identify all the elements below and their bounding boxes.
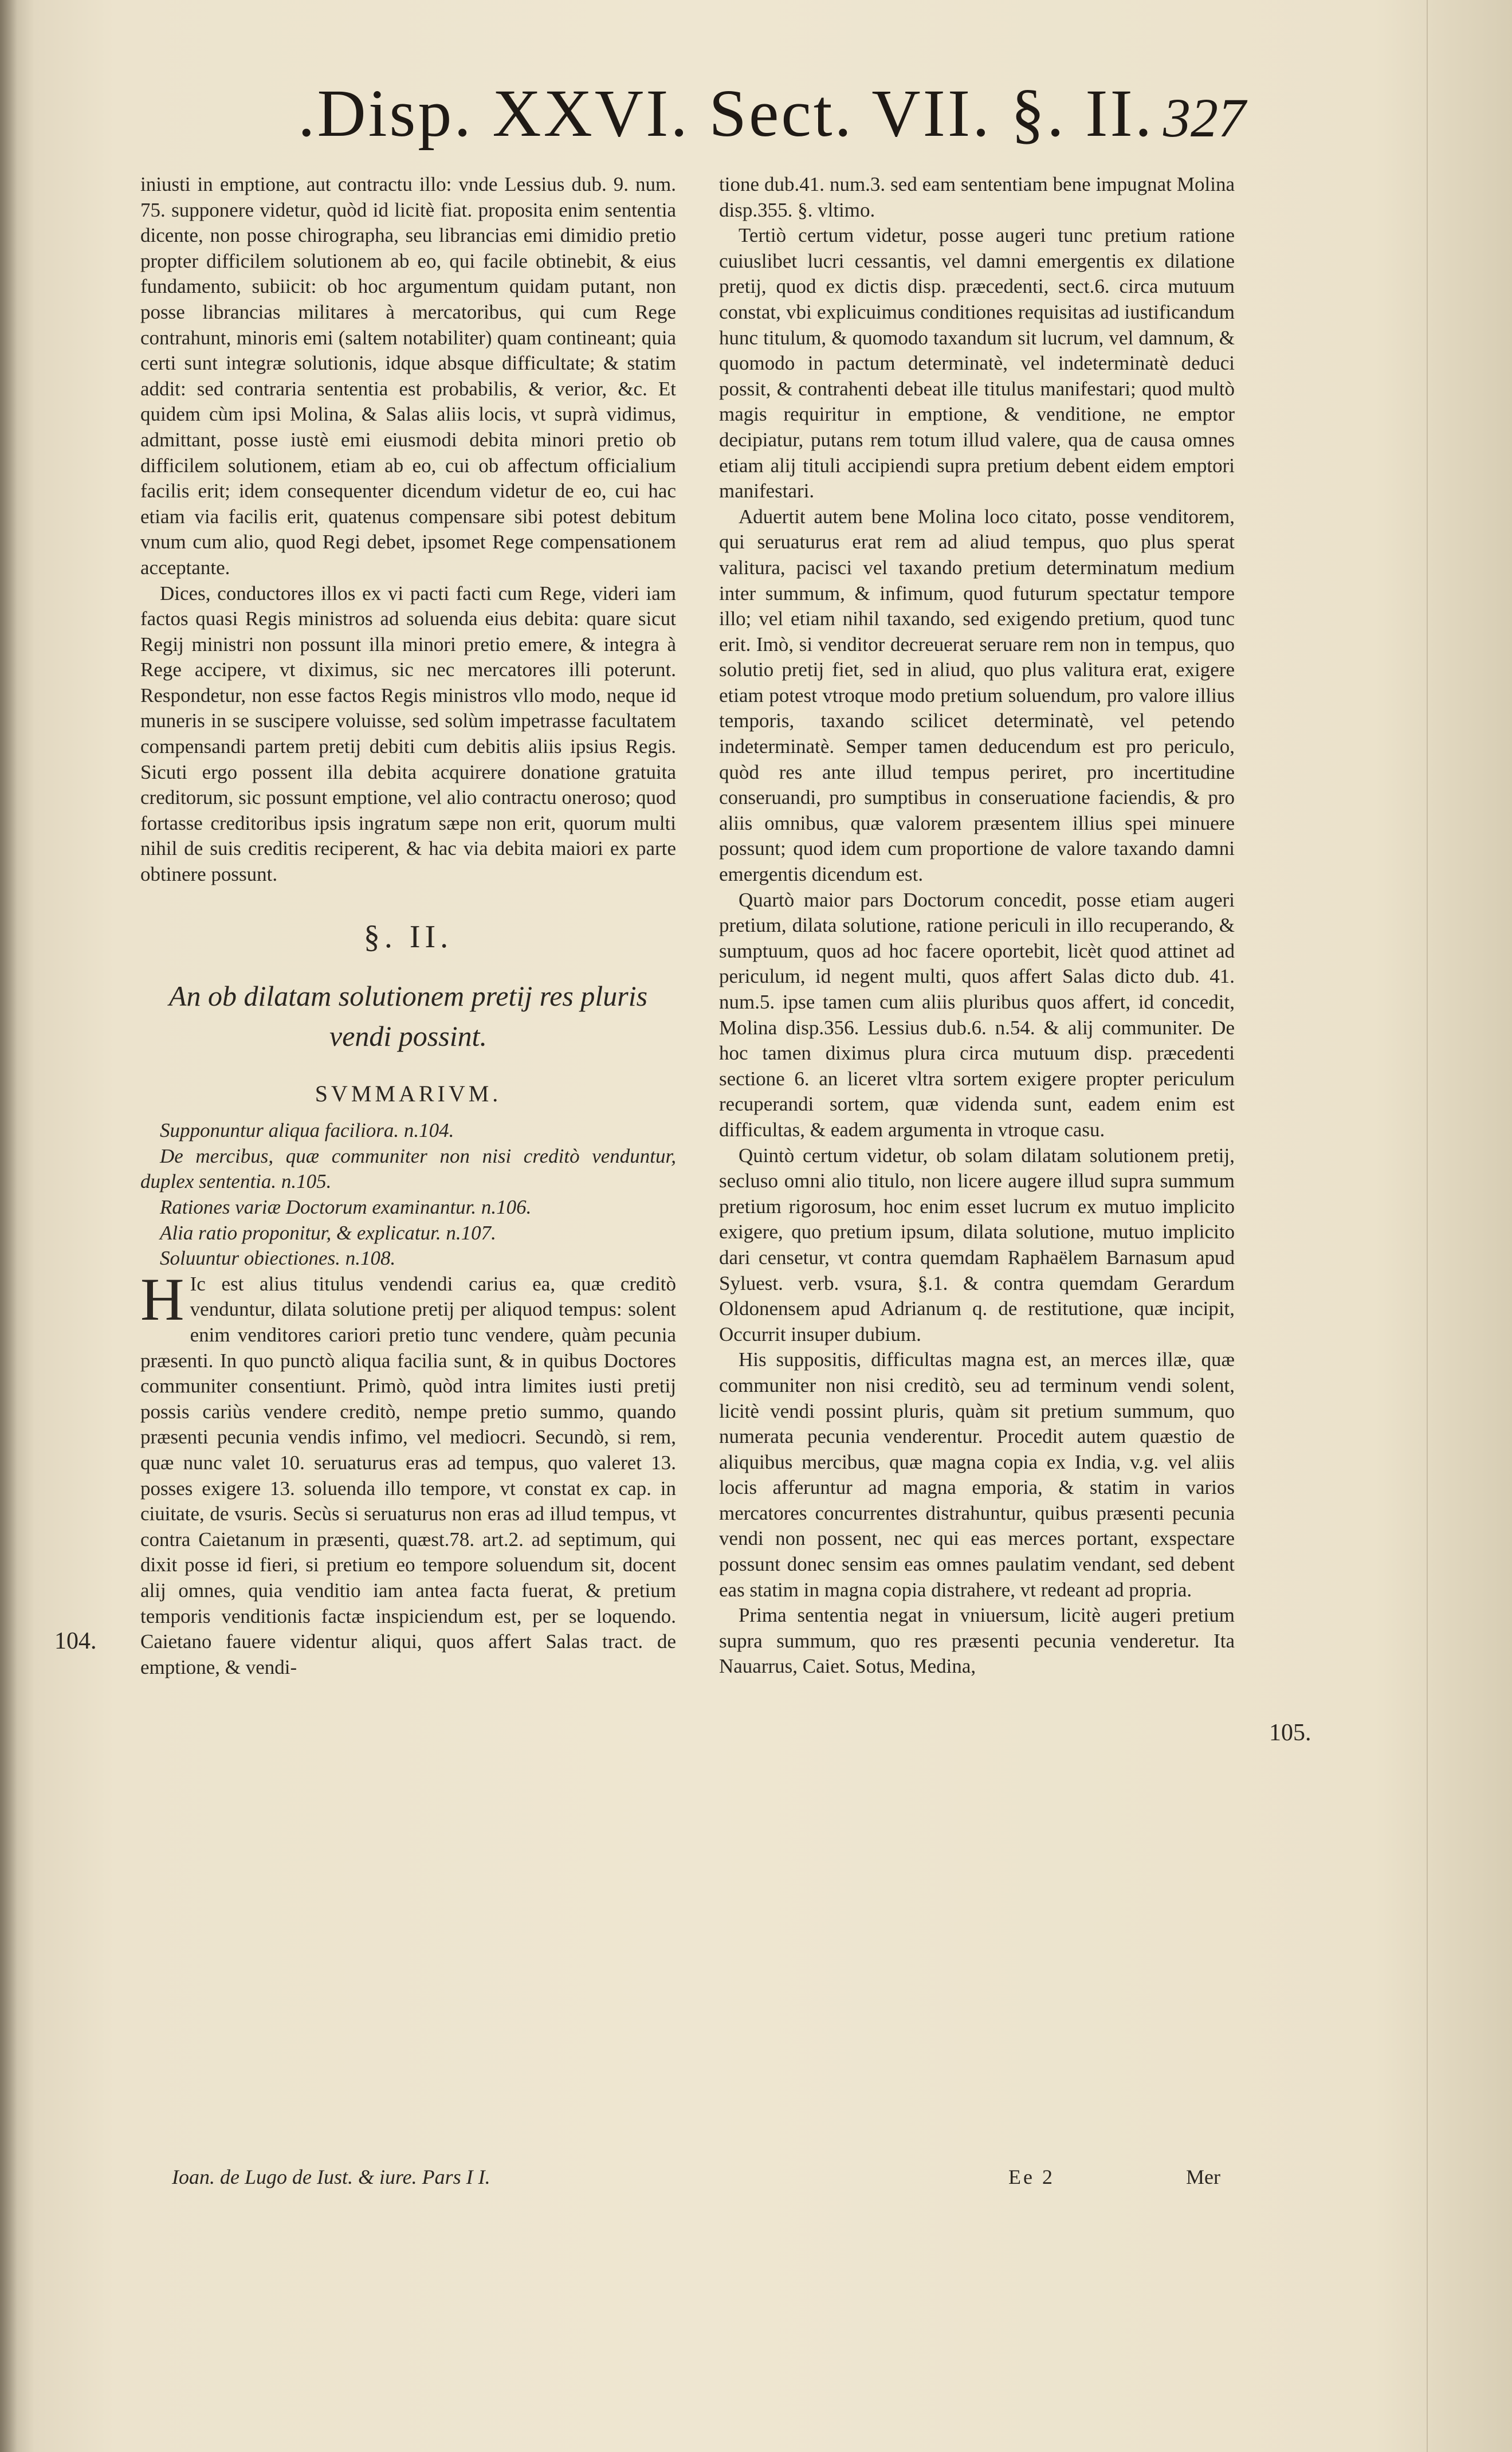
summary-item: De mercibus, quæ communiter non nisi creditò venduntur, duplex sententia. n.105. — [140, 1144, 676, 1193]
left-column — [140, 172, 676, 1680]
paragraph: tione dub.41. num.3. sed eam sententiam bene impugnat Molina disp.355. §. vltimo. — [719, 173, 1235, 221]
paragraph: Prima sententia negat in vniuersum, licitè augeri pretium supra summum, quo res præsenti pecunia venderetur. Ita Nauarrus, Caiet. Sotus, Medina, — [719, 1604, 1235, 1678]
summarium-heading: SVMMARIVM. — [315, 1080, 502, 1107]
footer-author-line: Ioan. de Lugo de Iust. & iure. Pars I I. — [172, 2165, 490, 2188]
signature-mark: Ee 2 — [1008, 2165, 1055, 2188]
paragraph: His suppositis, difficultas magna est, an merces illæ, quæ communiter non nisi creditò, seu ad terminum vendi solent, licitè vendi possint pluris, quàm sit pretium summum, quo numerata pecunia venderentur. Procedit autem quæstio de aliquibus mercibus, quæ magna copia ex India, v.g. vel aliis locis afferuntur ad magna emporia, & statim in varios mercatores concurrentes distrahuntur, quibus præsenti pecunia vendi non possent, nec qui eas merces portant, exspectare possunt donec sensim eas omnes paulatim vendant, sed debent eas statim in magna copia distrahere, vt redeant ad propria. — [719, 1348, 1235, 1601]
page-fold — [1427, 0, 1428, 2452]
paragraph: Quintò certum videtur, ob solam dilatam solutionem pretij, secluso omni alio titulo, non licere augere illud supra summum pretium rigorosum, hoc enim esset lucrum ex mutuo implicito exigere, quo pretium ipsum, dilata solutione, mutuo implicito dari censetur, vt contra quemdam Raphaëlem Barnasum apud Syluest. verb. vsura, §.1. & contra quemdam Gerardum Oldonensem apud Adrianum q. de restitutione, quæ incipit, Occurrit insuper dubium. — [719, 1144, 1235, 1345]
drop-cap-initial: H — [140, 1265, 184, 1333]
binding-shadow — [0, 0, 17, 2452]
summary-item: Soluuntur obiectiones. n.108. — [160, 1247, 396, 1270]
margin-number-left: 104. — [54, 1628, 97, 1654]
paragraph: Aduertit autem bene Molina loco citato, posse venditorem, qui seruaturus erat rem ad aliud tempus, quo plus sperat valitura, pacisci vel taxando pretium determinatum medium inter summum, & infimum, quod futurum spectatur tempore illo; vel etiam nihil taxando, sed exigendo pretium, quod tunc erit. Imò, si venditor decreuerat seruare rem non in tempus, quo solutio pretij fiet, sed in aliud, quo plus valitura erat, exigere etiam potest vtroque modo pretium soluendum, pro valore illius temporis, taxando scilicet determinatè, vel petendo indeterminatè. Semper tamen deducendum est pro periculo, quòd res ante illud tempus periret, pro incertitudine conseruandi, pro sumptibus in conseruatione faciendis, & pro aliis omnibus, quæ valorem præsentem illius spei minuere possunt; quod idem cum proportione de valore taxando damni emergentis dicendum est. — [719, 505, 1235, 886]
paragraph-text: Ic est alius titulus vendendi carius ea, quæ creditò venduntur, dilata solutione pretij per aliquod tempus: solent enim venditores cariori pretio tunc vendere, quàm pecunia præsenti. In quo punctò aliqua facilia sunt, & in quibus Doctores communiter consentiunt. Primò, quòd intra limites iusti pretij possis cariùs vendere creditò, nempe pretio summo, quando præsenti pecunia vendis infimo, vel mediocri. Secundò, si rem, quæ nunc valet 10. seruaturus eras ad tempus, quo valeret 13. posses exigere 13. soluenda illo tempore, vt constat ex cap. in ciuitate, de vsuris. Secùs si seruaturus non eras ad illud tempus, vt contra Caietanum in præsenti, quæst.78. art.2. ad septimum, qui dixit posse id fieri, si pretium eo tempore soluendum sit, docent alij omnes, quia venditio iam antea facta fuerat, & pretium temporis venditionis factæ inspiciendum est, per se loquendo. Caietano fauere videntur aliqui, quos affert Salas tract. de emptione, & vendi- — [140, 1272, 676, 1678]
section-title: An ob dilatam solutionem pretij res pluris vendi possint. — [168, 979, 648, 1052]
running-head: .Disp. XXVI. Sect. VII. §. II. — [298, 76, 1154, 151]
paragraph: Tertiò certum videtur, posse augeri tunc pretium ratione cuiuslibet lucri cessantis, vel damni emergentis ex dilatione pretij, quod ex dictis disp. præcedenti, sect.6. circa mutuum constat, vbi explicuimus conditiones requisitas ad iustificandum hunc titulum, & quomodo taxandum sit lucrum, vel damnum, & quomodo in pactum determinatè, vel indeterminatè deduci possit, & contrahenti debeat ille titulus manifestari; quod multò magis requiritur in emptione, & venditione, ne emptor decipiatur, putans rem totum illud valere, qua de causa omnes etiam alij tituli accipiendi supra pretium debent eidem emptori manifestari. — [719, 224, 1235, 503]
summary-item: Alia ratio proponitur, & explicatur. n.107. — [160, 1221, 496, 1244]
summary-item: Rationes variæ Doctorum examinantur. n.106. — [160, 1196, 532, 1218]
paragraph: iniusti in emptione, aut contractu illo: vnde Lessius dub. 9. num. 75. supponere videtur, quòd id licitè fiat. proposita enim sententia dicente, non posse chirographa, seu librancias emi dimidio pretio propter difficilem solutionem ab eo, qui facile obtinebit, & eius fundamento, subiicit: ob hoc argumentum quidam putant, non posse librancias militares à mercatoribus, qui cum Rege contrahunt, minoris emi (saltem notabiliter) quam contineant; quia certi sunt integræ solutionis, idque absque difficultate; & statim addit: sed contraria sententia est probabilis, & verior, &c. Et quidem cùm ipsi Molina, & Salas aliis locis, vt suprà vidimus, admittant, posse iustè emi eiusmodi debita minori pretio ob difficilem solutionem, etiam ab eo, cui ob affectum officialium facilis erit; idem consequenter dicendum videtur de eo, cui hac etiam via facilis erit, quatenus compensare sibi potest debitum vnum cum alio, quod Regi debet, ipsomet Rege compensationem acceptante. — [140, 173, 676, 579]
catchword: Mer — [1186, 2165, 1220, 2188]
page-number: 327 — [1163, 87, 1246, 148]
summary-item: Supponuntur aliqua faciliora. n.104. — [160, 1119, 454, 1142]
paragraph: Dices, conductores illos ex vi pacti facti cum Rege, videri iam factos quasi Regis ministros ad soluenda eius debita: quare sicut Regij ministri non possunt illa minori pretio emere, & integra à Rege accipere, vt diximus, sic nec mercatores illi poterunt. Respondetur, non esse factos Regis ministros vllo modo, neque id muneris in se suscipere voluisse, sed solùm impetrasse facultatem compensandi partem pretij debiti cum debitis aliis ipsius Regis. Sicuti ergo possent illa debita acquirere donatione gratuita creditorum, sic possunt emptione, vel alio contractu oneroso; quod fortasse creditoribus ipsis ingratum sæpe non erit, quorum multi nihil de suis creditis reciperent, & hac via debita maiori ex parte obtinere possunt. — [140, 582, 676, 886]
paragraph: Quartò maior pars Doctorum concedit, posse etiam augeri pretium, dilata solutione, ratione periculi in illo recuperando, & sumptuum, quos ad hoc facere oportebit, licèt quod attinet ad periculum, id negent multi, quos affert Salas dicto dub. 41. num.5. ipse tamen cum aliis pluribus quos affert, id concedit, Molina disp.356. Lessius dub.6. n.54. & alij communiter. De hoc tamen diximus plura circa mutuum disp. præcedenti sectione 6. an liceret vltra sortem exigere propter periculum recuperandi sortem, quæ videnda sunt, eadem enim est difficultas, & eadem argumenta in vtroque casu. — [719, 888, 1235, 1141]
margin-number-right: 105. — [1269, 1720, 1311, 1746]
right-column — [719, 172, 1235, 1680]
paragraph-with-initial — [140, 1265, 676, 1681]
section-mark: §. II. — [363, 919, 453, 955]
